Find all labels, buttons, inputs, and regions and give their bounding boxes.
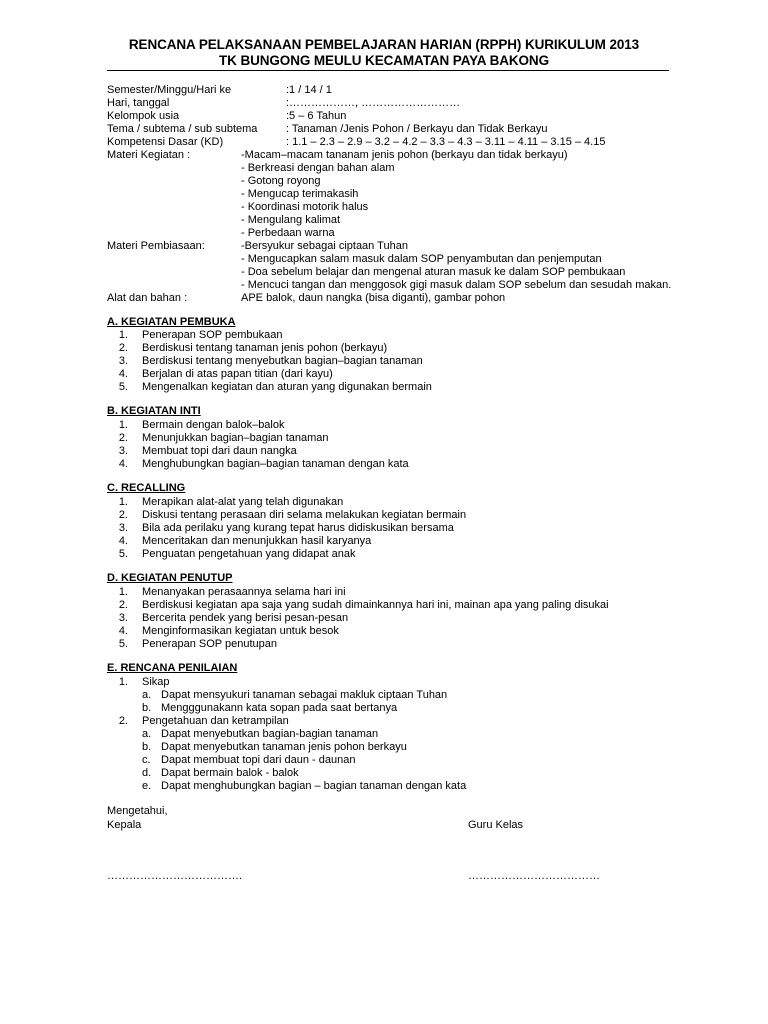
sub-list-letter: a. [142,728,152,740]
list-number: 4. [118,458,128,470]
sub-list-letter: b. [142,702,152,714]
sub-list-letter: a. [142,689,152,701]
list-number: 1. [118,496,128,508]
list-number: 5. [118,638,128,650]
school-title: TK BUNGONG MEULU KECAMATAN PAYA BAKONG [219,53,549,68]
materi-item: - Koordinasi motorik halus [241,201,369,213]
sub-list-item: Dapat bermain balok - balok [161,767,299,779]
list-item: Merapikan alat-alat yang telah digunakan [142,496,344,508]
materi-item: - Berkreasi dengan bahan alam [241,162,395,174]
teacher-label: Guru Kelas [468,819,524,831]
materi-item: - Mengulang kalimat [241,214,341,226]
list-number: 2. [118,342,128,354]
theme-label: Tema / subtema / sub subtema [107,123,258,135]
date-label: Hari, tanggal [107,97,170,109]
list-item: Bermain dengan balok–balok [142,419,285,431]
sub-list-letter: d. [142,767,152,779]
list-item: Bila ada perilaku yang kurang tepat harus didiskusikan bersama [142,522,454,534]
list-item: Menginformasikan kegiatan untuk besok [142,625,339,637]
sub-list-item: Dapat mensyukuri tanaman sebagai makluk ciptaan Tuhan [161,689,448,701]
list-item: Bercerita pendek yang berisi pesan-pesan [142,612,349,624]
list-number: 2. [118,432,128,444]
list-item: Pengetahuan dan ketrampilan [142,715,289,727]
list-number: 5. [118,381,128,393]
alat-value: APE balok, daun nangka (bisa diganti), gambar pohon [241,292,506,304]
sub-list-letter: e. [142,780,152,792]
list-item: Menghubungkan bagian–bagian tanaman dengan kata [142,458,409,470]
materi-label: Materi Kegiatan : [107,149,191,161]
headmaster-label: Kepala [107,819,142,831]
materi-item: -Macam–macam tananam jenis pohon (berkayu dan tidak berkayu) [241,149,568,161]
list-number: 4. [118,535,128,547]
acknowledged-text: Mengetahui, [107,805,168,817]
list-number: 1. [118,329,128,341]
list-item: Membuat topi dari daun nangka [142,445,297,457]
list-item: Penerapan SOP penutupan [142,638,277,650]
materi-item: - Perbedaan warna [241,227,335,239]
list-number: 2. [118,715,128,727]
section-heading-penutup: D. KEGIATAN PENUTUP [107,572,233,584]
sub-list-item: Dapat menghubungkan bagian – bagian tanaman dengan kata [161,780,467,792]
list-item: Berjalan di atas papan titian (dari kayu) [142,368,333,380]
list-number: 2. [118,599,128,611]
list-number: 1. [118,586,128,598]
sub-list-letter: c. [142,754,151,766]
age-value: :5 – 6 Tahun [286,110,347,122]
title-underline [107,70,669,71]
section-heading-penilaian: E. RENCANA PENILAIAN [107,662,238,674]
pembiasaan-item: - Mencuci tangan dan menggosok gigi masuk dalam SOP sebelum dan sesudah makan. [241,279,672,291]
sub-list-letter: b. [142,741,152,753]
kd-label: Kompetensi Dasar (KD) [107,136,224,148]
list-item: Berdiskusi tentang menyebutkan bagian–bagian tanaman [142,355,423,367]
list-item: Berdiskusi tentang tanaman jenis pohon (berkayu) [142,342,388,354]
date-value: :………………, ……………………… [286,97,461,109]
list-item: Menceritakan dan menunjukkan hasil karyanya [142,535,372,547]
section-heading-pembuka: A. KEGIATAN PEMBUKA [107,316,236,328]
list-number: 3. [118,445,128,457]
section-heading-recalling: C. RECALLING [107,482,186,494]
list-item: Penerapan SOP pembukaan [142,329,283,341]
semester-label: Semester/Minggu/Hari ke [107,84,232,96]
pembiasaan-item: - Mengucapkan salam masuk dalam SOP penyambutan dan penjemputan [241,253,602,265]
headmaster-signature-line: ………………………………. [107,870,243,882]
list-item: Penguatan pengetahuan yang didapat anak [142,548,356,560]
list-number: 5. [118,548,128,560]
list-number: 2. [118,509,128,521]
list-item: Mengenalkan kegiatan dan aturan yang digunakan bermain [142,381,432,393]
section-heading-inti: B. KEGIATAN INTI [107,405,201,417]
list-number: 1. [118,676,128,688]
theme-value: : Tanaman /Jenis Pohon / Berkayu dan Tidak Berkayu [286,123,548,135]
document-title: RENCANA PELAKSANAAN PEMBELAJARAN HARIAN (RPPH) KURIKULUM 2013 [128,37,640,52]
sub-list-item: Mengggunakann kata sopan pada saat bertanya [161,702,398,714]
list-item: Diskusi tentang perasaan diri selama melakukan kegiatan bermain [142,509,467,521]
list-item: Berdiskusi kegiatan apa saja yang sudah dimainkannya hari ini, mainan apa yang paling disukai [142,599,609,611]
kd-value: : 1.1 – 2.3 – 2.9 – 3.2 – 4.2 – 3.3 – 4.3 – 3.11 – 4.11 – 3.15 – 4.15 [286,136,606,148]
list-item: Menanyakan perasaannya selama hari ini [142,586,346,598]
list-number: 4. [118,625,128,637]
list-item: Sikap [142,676,170,688]
semester-value: :1 / 14 / 1 [286,84,332,96]
list-item: Menunjukkan bagian–bagian tanaman [142,432,329,444]
pembiasaan-label: Materi Pembiasaan: [107,240,205,252]
list-number: 3. [118,612,128,624]
sub-list-item: Dapat menyebutkan bagian-bagian tanaman [161,728,379,740]
age-label: Kelompok usia [107,110,180,122]
alat-label: Alat dan bahan : [107,292,188,304]
teacher-signature-line: ……………………………… [468,870,600,882]
materi-item: - Gotong royong [241,175,321,187]
list-number: 4. [118,368,128,380]
list-number: 3. [118,355,128,367]
pembiasaan-item: -Bersyukur sebagai ciptaan Tuhan [241,240,408,252]
list-number: 1. [118,419,128,431]
materi-item: - Mengucap terimakasih [241,188,359,200]
pembiasaan-item: - Doa sebelum belajar dan mengenal aturan masuk ke dalam SOP pembukaan [241,266,626,278]
list-number: 3. [118,522,128,534]
sub-list-item: Dapat menyebutkan tanaman jenis pohon berkayu [161,741,407,753]
sub-list-item: Dapat membuat topi dari daun - daunan [161,754,356,766]
